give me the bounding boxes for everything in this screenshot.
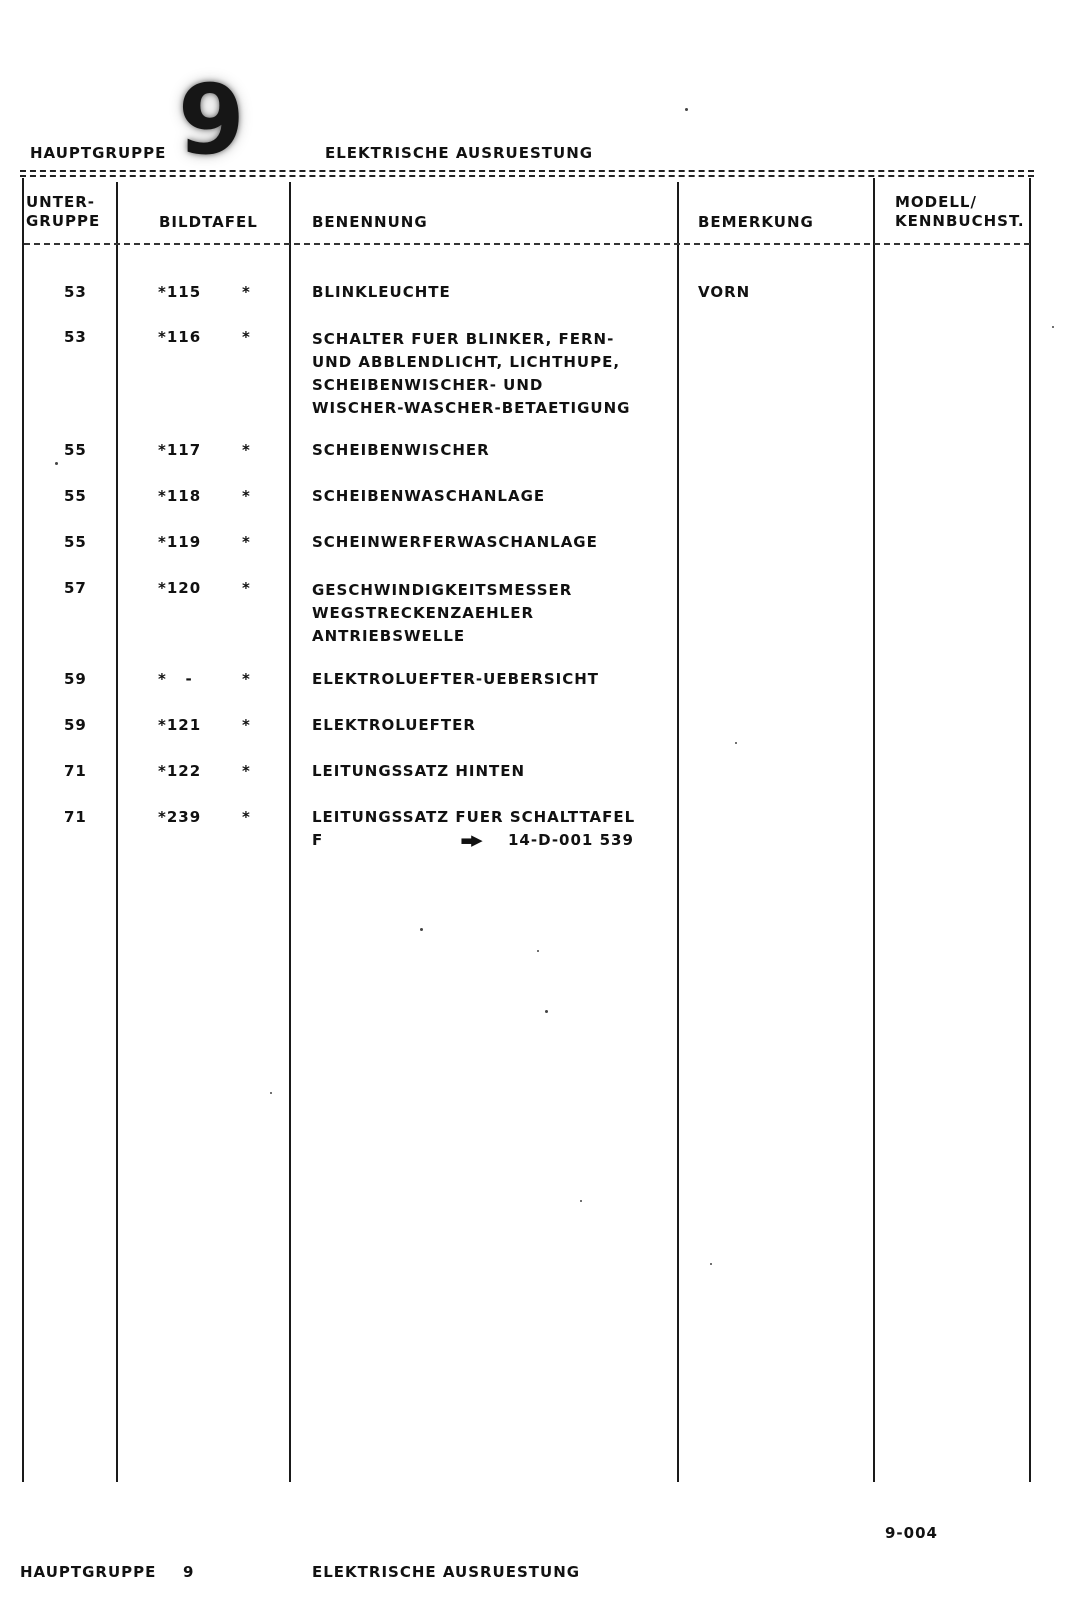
col-header-bemerkung: BEMERKUNG: [698, 213, 814, 231]
row-gruppe: 53: [64, 328, 87, 346]
row-gruppe: 55: [64, 441, 87, 459]
hauptgruppe-big-number: 9: [178, 64, 245, 176]
row-benennung: SCHEIBENWASCHANLAGE: [312, 487, 546, 505]
header-rule: [24, 243, 1030, 245]
row-gruppe: 55: [64, 533, 87, 551]
row-star: *: [242, 487, 251, 505]
row-benennung: SCHEINWERFERWASCHANLAGE: [312, 533, 598, 551]
row-bildtafel: *115: [158, 283, 202, 301]
row-star: *: [242, 533, 251, 551]
footer-number: 9: [183, 1563, 195, 1581]
row-bildtafel: *117: [158, 441, 202, 459]
top-rule-2: [20, 175, 1034, 177]
row-benennung: BLINKLEUCHTE: [312, 283, 451, 301]
row-gruppe: 57: [64, 579, 87, 597]
row-gruppe: 59: [64, 670, 87, 688]
row-extra-letter: F: [312, 831, 324, 849]
page-number: 9-004: [885, 1524, 938, 1542]
row-gruppe: 71: [64, 762, 87, 780]
header-title: ELEKTRISCHE AUSRUESTUNG: [325, 144, 594, 162]
col-header-untergruppe: UNTER- GRUPPE: [26, 193, 101, 230]
row-bildtafel: *119: [158, 533, 202, 551]
footer-title: ELEKTRISCHE AUSRUESTUNG: [312, 1563, 581, 1581]
row-gruppe: 53: [64, 283, 87, 301]
row-benennung: LEITUNGSSATZ HINTEN: [312, 762, 526, 780]
row-bildtafel: *116: [158, 328, 202, 346]
row-star: *: [242, 441, 251, 459]
col-line-1: [116, 182, 118, 1482]
row-bildtafel: *239: [158, 808, 202, 826]
row-bemerkung: VORN: [698, 283, 751, 301]
row-gruppe: 59: [64, 716, 87, 734]
hauptgruppe-label: HAUPTGRUPPE: [30, 144, 167, 162]
col-header-modell: MODELL/ KENNBUCHST.: [895, 193, 1025, 230]
row-star: *: [242, 716, 251, 734]
row-benennung: ELEKTROLUEFTER-UEBERSICHT: [312, 670, 599, 688]
row-benennung: LEITUNGSSATZ FUER SCHALTTAFEL: [312, 808, 636, 826]
row-benennung: SCHEIBENWISCHER: [312, 441, 490, 459]
row-bildtafel: *122: [158, 762, 202, 780]
row-benennung: ELEKTROLUEFTER: [312, 716, 476, 734]
col-line-3: [677, 182, 679, 1482]
row-star: *: [242, 328, 251, 346]
row-star: *: [242, 283, 251, 301]
col-line-2: [289, 182, 291, 1482]
top-rule: [20, 170, 1034, 172]
col-header-benennung: BENENNUNG: [312, 213, 428, 231]
row-bildtafel: *120: [158, 579, 202, 597]
row-gruppe: 71: [64, 808, 87, 826]
row-benennung: GESCHWINDIGKEITSMESSER WEGSTRECKENZAEHLER ANTRIEBSWELLE: [312, 581, 573, 645]
row-star: *: [242, 762, 251, 780]
row-bildtafel: * -: [158, 670, 193, 688]
col-line-5: [1029, 178, 1031, 1482]
row-gruppe: 55: [64, 487, 87, 505]
row-bildtafel: *121: [158, 716, 202, 734]
col-line-4: [873, 178, 875, 1482]
col-line-0: [22, 178, 24, 1482]
col-header-bildtafel: BILDTAFEL: [159, 213, 258, 231]
row-star: *: [242, 579, 251, 597]
row-star: *: [242, 808, 251, 826]
footer-label: HAUPTGRUPPE: [20, 1563, 157, 1581]
arrow-icon: ▬▶: [460, 831, 480, 849]
row-star: *: [242, 670, 251, 688]
row-benennung: SCHALTER FUER BLINKER, FERN- UND ABBLENDLICHT, LICHTHUPE, SCHEIBENWISCHER- UND WISCHER-WASCHER-BETAETIGUNG: [312, 330, 631, 417]
reference-number: 14-D-001 539: [508, 831, 634, 849]
row-bildtafel: *118: [158, 487, 202, 505]
